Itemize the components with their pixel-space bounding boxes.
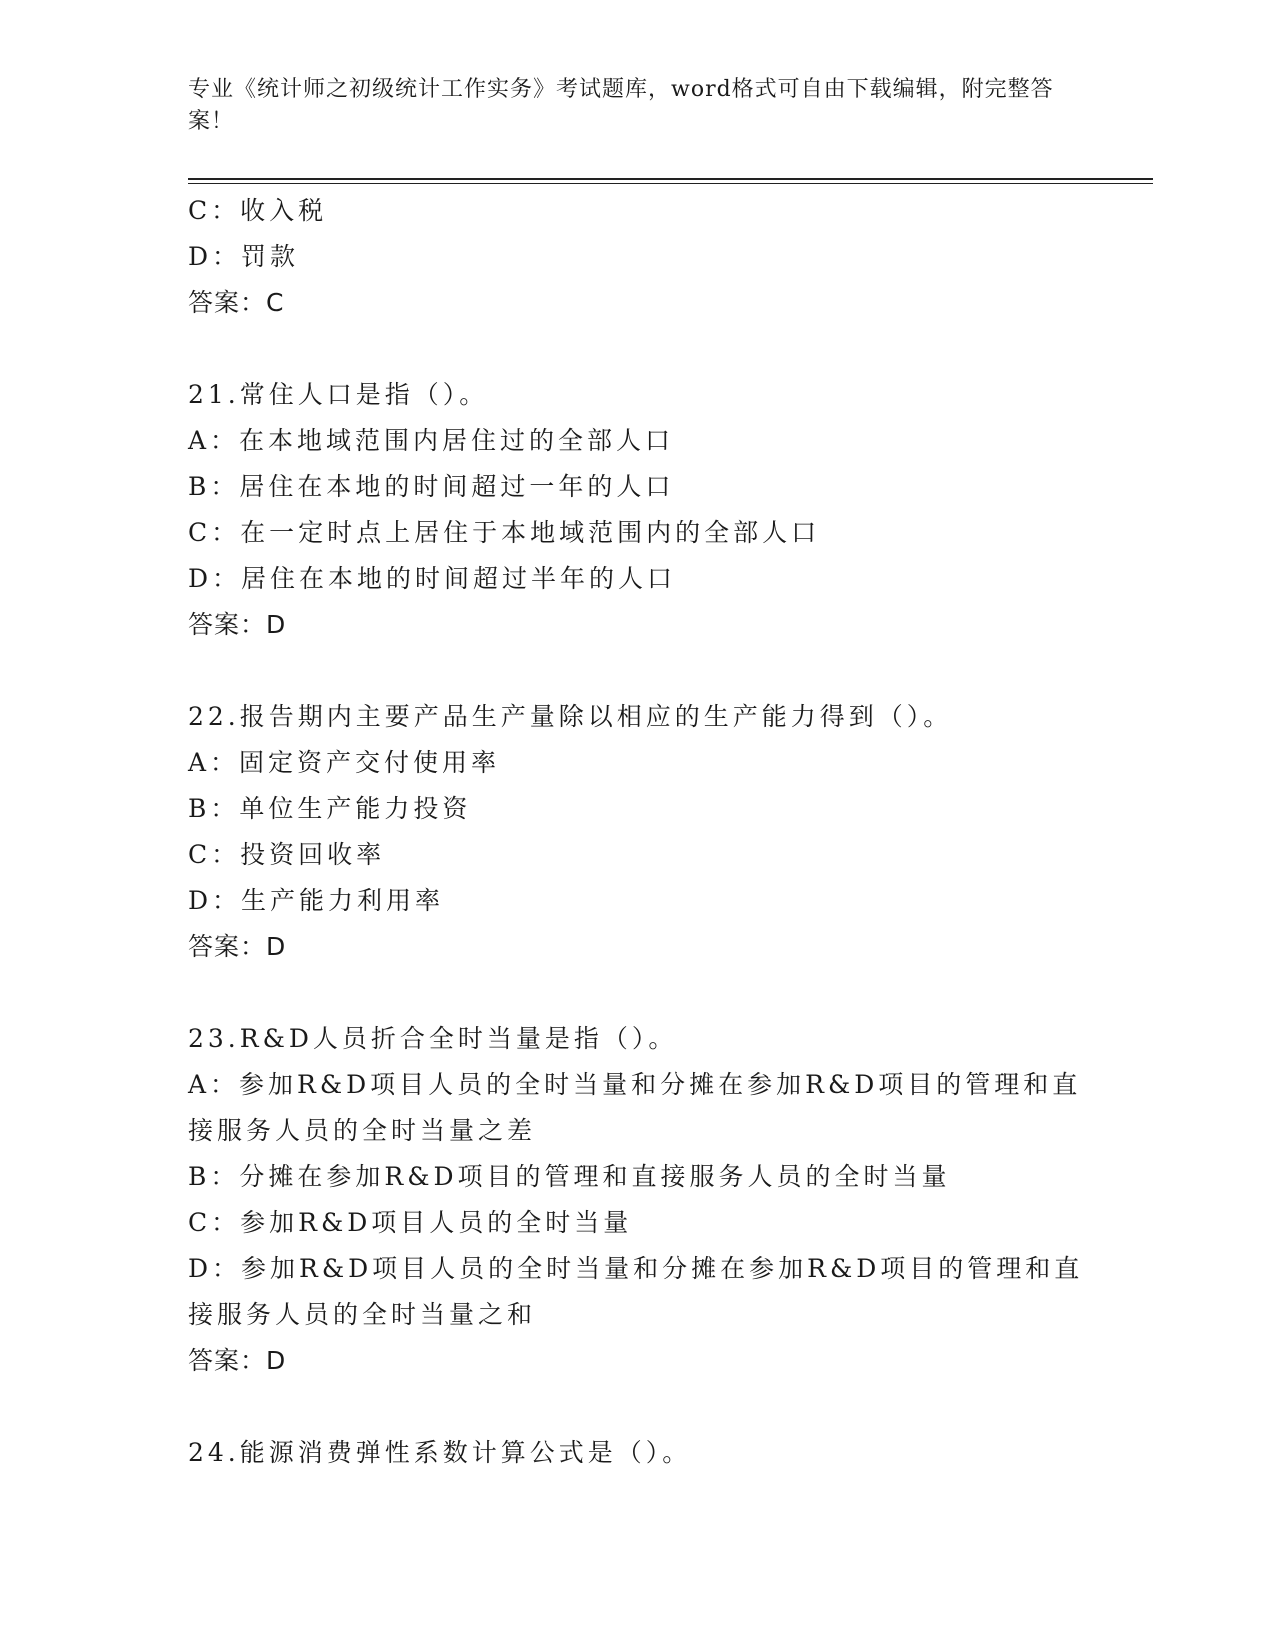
question-title: 21.常住人口是指（）。	[188, 380, 489, 409]
option-c: C：收入税	[188, 196, 328, 225]
option-b: B：居住在本地的时间超过一年的人口	[188, 472, 675, 501]
option-d: D：生产能力利用率	[188, 886, 445, 915]
question-block	[188, 1016, 1088, 1384]
question-block	[188, 188, 1088, 326]
answer-line: 答案：D	[188, 610, 287, 639]
option-d: D：参加R&D项目人员的全时当量和分摊在参加R&D项目的管理和直接服务人员的全时当量之和	[188, 1254, 1084, 1329]
header-divider-thin	[188, 183, 1153, 184]
spacer	[188, 970, 1088, 1016]
question-title: 23.R&D人员折合全时当量是指（）。	[188, 1024, 678, 1053]
question-title: 24.能源消费弹性系数计算公式是（）。	[188, 1438, 692, 1467]
option-d: D：居住在本地的时间超过半年的人口	[188, 564, 677, 593]
option-b: B：单位生产能力投资	[188, 794, 472, 823]
option-a: A：固定资产交付使用率	[188, 748, 501, 777]
page-header: 专业《统计师之初级统计工作实务》考试题库，word格式可自由下载编辑，附完整答案！	[188, 77, 1054, 134]
spacer	[188, 1384, 1088, 1430]
question-block	[188, 1430, 1088, 1476]
option-c: C：参加R&D项目人员的全时当量	[188, 1208, 633, 1237]
question-block	[188, 372, 1088, 648]
spacer	[188, 648, 1088, 694]
answer-line: 答案：D	[188, 932, 287, 961]
question-block	[188, 694, 1088, 970]
answer-line: 答案：C	[188, 288, 285, 317]
spacer	[188, 326, 1088, 372]
question-content	[188, 188, 1088, 1476]
header-divider	[188, 178, 1153, 180]
option-c: C：投资回收率	[188, 840, 386, 869]
option-b: B：分摊在参加R&D项目的管理和直接服务人员的全时当量	[188, 1162, 951, 1191]
question-title: 22.报告期内主要产品生产量除以相应的生产能力得到（）。	[188, 702, 953, 731]
option-d: D：罚款	[188, 242, 300, 271]
option-a: A：在本地域范围内居住过的全部人口	[188, 426, 675, 455]
option-a: A：参加R&D项目人员的全时当量和分摊在参加R&D项目的管理和直接服务人员的全时当量之差	[188, 1070, 1082, 1145]
answer-line: 答案：D	[188, 1346, 287, 1375]
option-c: C：在一定时点上居住于本地域范围内的全部人口	[188, 518, 821, 547]
